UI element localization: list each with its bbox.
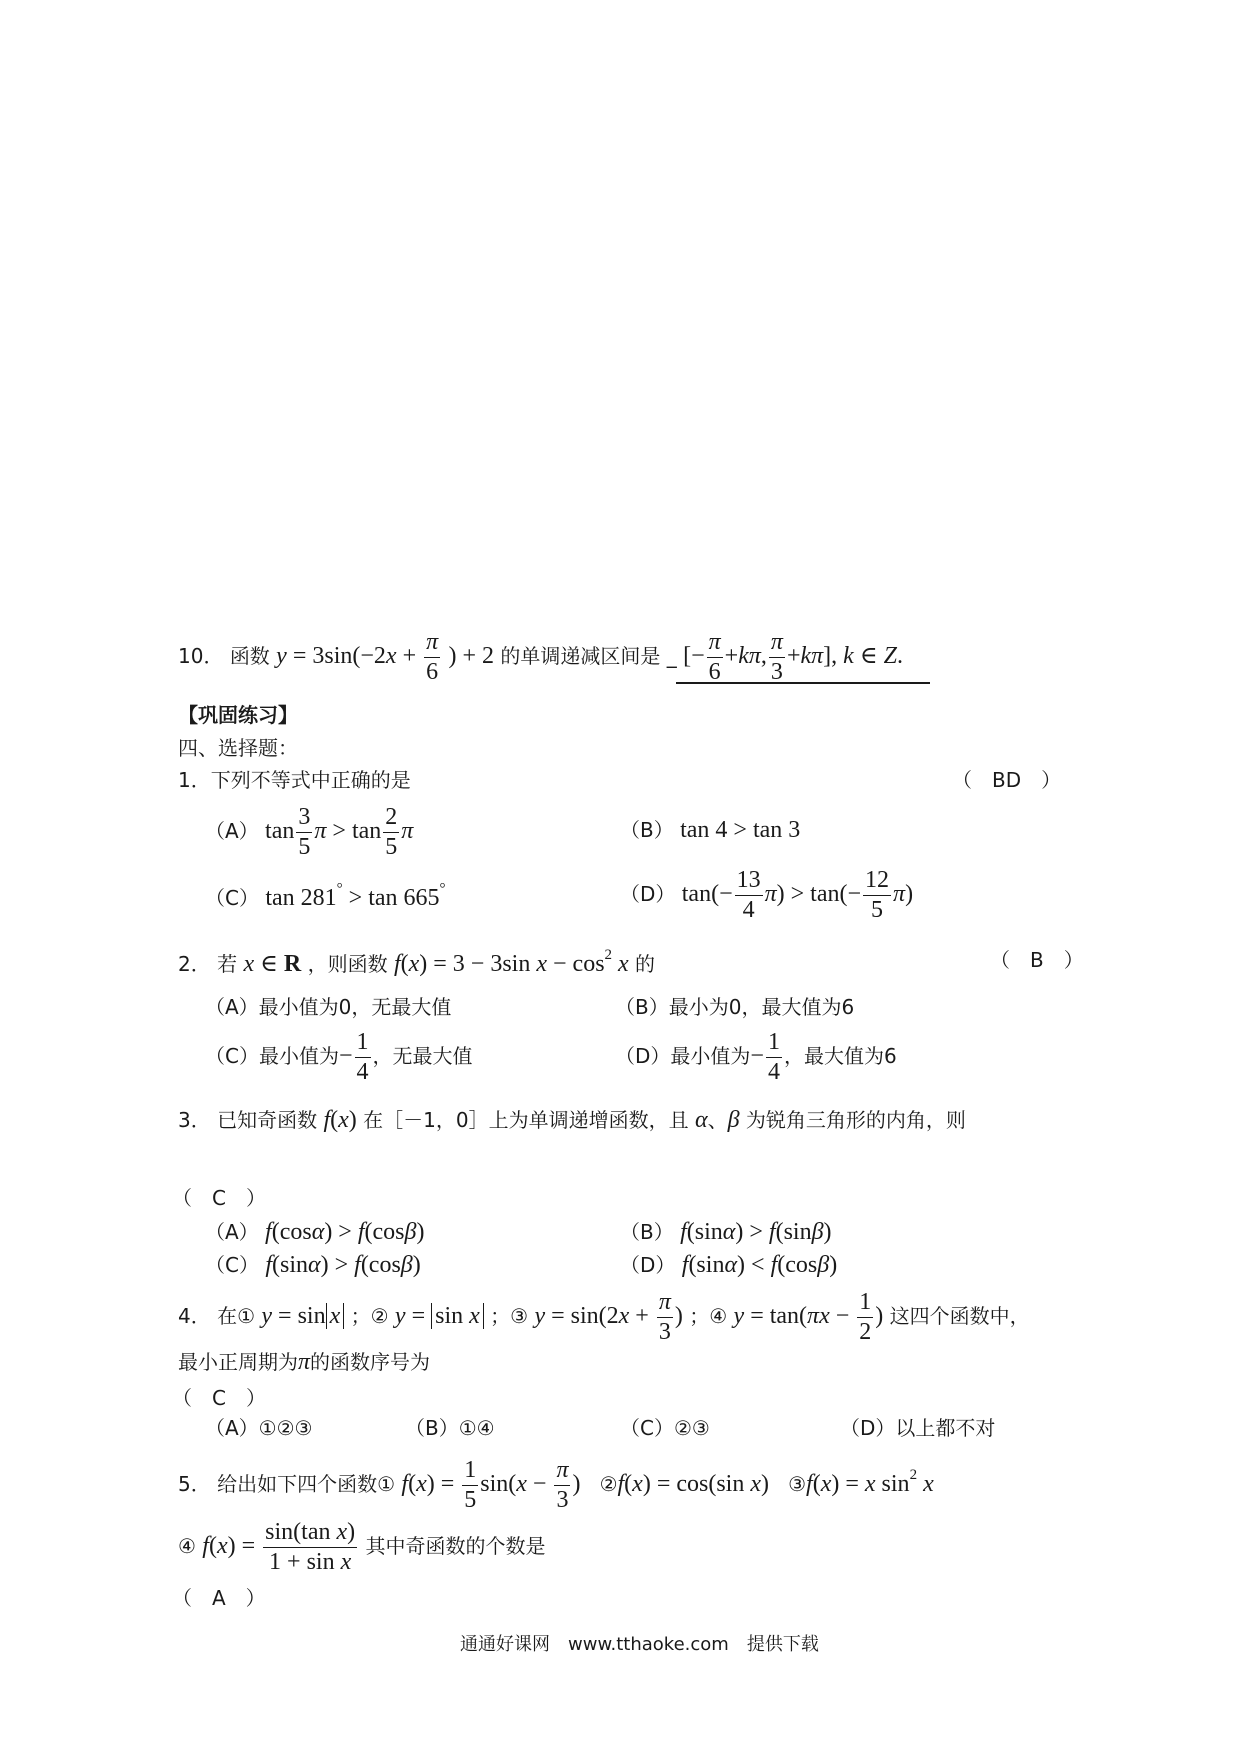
q3-option-b: （B） f(sinα) > f(sinβ) [620, 1219, 832, 1245]
q4-option-b: （B）①④ [405, 1416, 495, 1440]
q2-option-d: （D）最小值为− $\frac{1}{4}$ ，最大值为6 [615, 1029, 897, 1086]
q10-mid: 的单调递减区间是 [500, 644, 661, 669]
q1-answer: （ BD ） [952, 768, 1062, 792]
q1-option-a: （A） tan $\frac{3}{5}$ π > tan $\frac{2}{5}$ π [205, 804, 414, 861]
q10-number: 10． [178, 644, 224, 669]
q10-frac-pi6: $\frac{\pi}{6}$ [426, 629, 439, 686]
q3-option-c: （C） f(sinα) > f(cosβ) [205, 1252, 421, 1278]
q2-line: 2． 若 x ∈ R ，则函数 f(x) = 3 − 3sin $x - \cos^2 x$ 的 [178, 947, 656, 977]
q10-prefix: 函数 [229, 644, 270, 669]
q5-answer: （ A ） [172, 1586, 266, 1610]
q4-line: 4． 在① y = sin x ；② y = sin x ；③ y = sin(2x + $\frac{\pi}{3}$ ) ；④ y = tan(πx − $\frac{1}{2}$ ) 这四个函数中， [178, 1289, 1030, 1346]
q4-answer: （ C ） [172, 1386, 266, 1410]
q3-option-d: （D） f(sinα) < f(cosβ) [620, 1252, 838, 1278]
q1-text: 下列不等式中正确的是 [210, 768, 411, 792]
q2-answer: （ B ） [990, 948, 1084, 972]
q5-line2: ④ f(x) = $\frac{\text{sin(tan x)}}{\text{1 + sin x}}$ 其中奇函数的个数是 [178, 1519, 546, 1576]
q1-line [178, 770, 411, 790]
q4-option-c: （C）②③ [620, 1416, 710, 1440]
q2-option-c: （C）最小值为− $\frac{1}{4}$ ，无最大值 [205, 1029, 473, 1086]
q3-answer: （ C ） [172, 1186, 266, 1210]
q4-option-a: （A）①②③ [205, 1416, 313, 1440]
section-subtitle: 四、选择题： [178, 736, 298, 760]
q10-blank: _ [666, 644, 677, 669]
q1-number: 1． [178, 768, 211, 792]
q5-line: 5． 给出如下四个函数① f(x) = $\frac{1}{5}$ sin(x − $\frac{\pi}{3}$ ) ②f(x) = cos(sin x) ③f(x) = x $\sin^2 x$ [178, 1457, 934, 1514]
q3-option-a: （A） f(cosα) > f(cosβ) [205, 1219, 425, 1245]
section-title: 【巩固练习】 [178, 703, 298, 727]
q10-answer-underline [676, 682, 930, 684]
q1-option-b: （B） tan 4 > tan 3 [620, 817, 801, 843]
q10-answer: [− $\frac{\pi}{6}$ +kπ, $\frac{\pi}{3}$ +kπ], k ∈ Z. [683, 629, 903, 686]
q2-option-b: （B）最小为0，最大值为6 [615, 995, 855, 1019]
q2-option-a: （A）最小值为0，无最大值 [205, 995, 452, 1019]
q10-line: 10． 函数 y = 3sin(−2x + $\frac{\pi}{6}$ ) + 2 的单调递减区间是 _ [− $\frac{\pi}{6}$ +kπ, $\frac{\pi}{3}$ +kπ], k ∈ Z. [178, 629, 903, 686]
q4-option-d: （D）以上都不对 [840, 1416, 996, 1440]
q1-option-d: （D） tan(− $\frac{13}{4}$ π) > tan(− $\frac{12}{5}$ π) [620, 867, 914, 924]
footer-text: 通通好课网 www.tthaoke.com 提供下载 [460, 1634, 819, 1655]
q1-option-c: （C） tan 281° > tan 665° [205, 881, 446, 911]
q3-line: 3． 已知奇函数 f(x) 在［－1，0］上为单调递增函数，且 α、β 为锐角三角形的内角，则 [178, 1107, 966, 1133]
q4-line2: 最小正周期为π的函数序号为 [178, 1349, 431, 1375]
